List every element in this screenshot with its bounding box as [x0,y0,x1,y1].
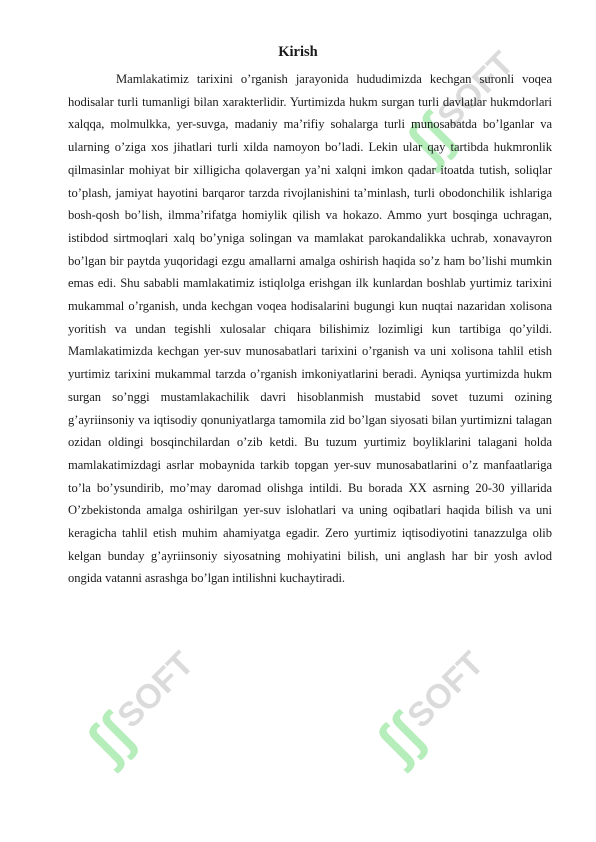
svg-text:ʃʃ: ʃʃ [394,102,466,174]
svg-text:ʃʃ: ʃʃ [364,702,436,774]
svg-text:ʃʃ: ʃʃ [74,702,146,774]
ff-logo-icon [70,640,210,780]
svg-text:SOFT: SOFT [110,644,202,736]
watermark-logo [70,640,210,780]
watermark-logo [360,640,500,780]
svg-text:SOFT: SOFT [430,44,522,136]
body-paragraph: Mamlakatimiz tarixini o’rganish jarayonida hududimizda kechgan suronli voqea hodisalar turli tumanligi bilan xarakterlidir. Yurtimizda hukm surgan turli davlatlar hukmdorlari xalqqa, molmulkka, yer-suvga, madaniy ma’rifiy sohalarga turli munosabatda bo’lganlar va ularning o’ziga xos jihatlari turli xilda namoyon bo’ladi. Lekin ular qay tartibda hukmronlik qilmasinlar mohiyat bir xilligicha qolavergan ya’ni xalqni imkon qadar itoatda tutish, soliqlar to’plash, jamiyat hayotini barqaror tarzda rivojlanishini ta’minlash, turli obodonchilik ishlariga bosh-qosh bo’lish, ilmma’rifatga homiylik qilish va hokazo. Ammo yurt bosqinga uchragan, istibdod sirtmoqlari xalq bo’yniga solingan va mamlakat parokandalikka uchrab, xonavayron bo’lgan bir paytda yuqoridagi ezgu amallarni amalga oshirish haqida so’z ham bo’lishi mumkin emas edi. Shu sababli mamlakatimiz istiqlolga erishgan ilk kunlardan boshlab yurtimiz tarixini mukammal o’rganish, unda kechgan voqea hodisalarini bugungi kun nuqtai nazaridan xolisona yoritish va undan tegishli xulosalar chiqara bilishimiz lozimligi kun tartibiga qo’yildi. Mamlakatimizda kechgan yer-suv munosabatlari tarixini o’rganish va uni xolisona tahlil etish yurtimiz tarixini mukammal tarzda o’rganish imkoniyatlarini beradi. Ayniqsa yurtimizda hukm surgan so’nggi mustamlakachilik davri hisoblanmish mustabid sovet tuzumi ozining g’ayriinsoniy va iqtisodiy qonuniyatlarga tamomila zid bo’lgan siyosati bilan yurtimizni talagan ozidan oldingi bosqinchilardan o’zib ketdi. Bu tuzum yurtimiz boyliklarini talagani holda mamlakatimizdagi asrlar mobaynida tarkib topgan yer-suv munosabatlarini o’z manfaatlariga to’la bo’ysundirib, mo’may daromad olishga intildi. Bu borada XX asrning 20-30 yillarida O’zbekistonda amalga oshirilgan yer-suv islohatlari va uning oqibatlari haqida bilish va uni keragicha tahlil etish muhim ahamiyatga egadir. Zero yurtimiz iqtisodiyotini tanazzulga olib kelgan bunday g’ayriinsoniy siyosatning mohiyatini bilish, uni anglash har bir yosh avlod ongida vatanni asrashga bo’lgan intilishni kuchaytiradi. [68,72,552,586]
page-title: Kirish [278,44,318,60]
ff-logo-icon [360,640,500,780]
svg-text:SOFT: SOFT [400,644,492,736]
